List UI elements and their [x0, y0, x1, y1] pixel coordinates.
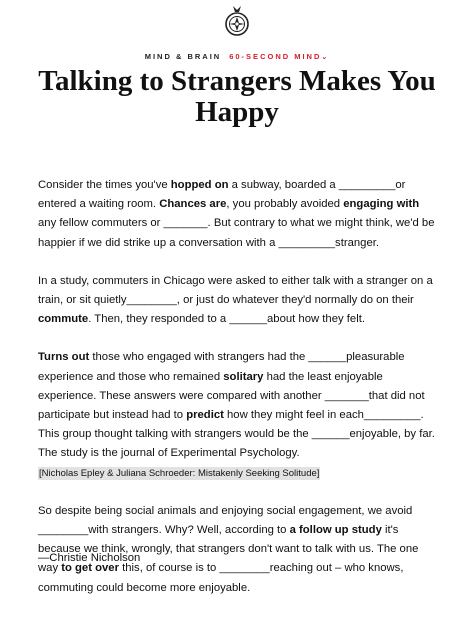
bold-phrase: solitary	[223, 370, 264, 383]
text-run: , you probably avoided	[226, 198, 344, 211]
text-run: had the least enjoyable experience. These answers were compared with another _______that did not participate but instead had to	[38, 370, 425, 422]
column-link[interactable]: 60-SECOND MIND	[229, 52, 322, 61]
bold-phrase: a follow up study	[289, 524, 382, 537]
text-run: Consider the times you've	[38, 179, 171, 191]
bold-phrase: hopped on	[170, 179, 229, 191]
text-run: any fellow commuters or _______. But contrary to what we might think, we'd be happier if we did strike up a conversation with a _________stranger.	[38, 217, 435, 249]
text-run: it's because we think, wrongly, that strangers don't want to talk with us. The one way	[38, 524, 419, 575]
section-kicker	[0, 52, 474, 61]
article-body	[38, 176, 440, 617]
bold-phrase: to get over	[61, 562, 119, 575]
text-run: . Then, they responded to a ______about how they felt.	[88, 313, 365, 326]
bold-phrase: Turns out	[38, 351, 90, 364]
text-run: a subway, boarded a _________or entered a waiting room.	[38, 179, 406, 211]
text-run: how they might feel in each_________. This group thought talking with strangers would be the ______enjoyable, by far. The study is the journal of Experimental Psychology.	[38, 409, 435, 460]
citation-note: [Nicholas Epley & Juliana Schroeder: Mistakenly Seeking Solitude]	[39, 467, 320, 479]
article-paragraph	[38, 272, 440, 330]
article-paragraph	[38, 502, 440, 598]
bold-phrase: commute	[38, 313, 89, 326]
text-run: So despite being social animals and enjoying social engagement, we avoid ________with strangers. Why? Well, according to	[38, 504, 413, 537]
scientific-american-emblem-icon[interactable]	[222, 4, 252, 38]
text-run: this, of course is to ________reaching out – who knows, commuting could become more enjoyable.	[38, 562, 404, 594]
article-paragraph	[38, 176, 440, 253]
bold-phrase: predict	[186, 409, 224, 422]
author-byline: —Christie Nicholson	[38, 552, 141, 564]
text-run: those who engaged with strangers had the ______pleasurable experience and those who remained	[38, 351, 405, 383]
article-title: Talking to Strangers Makes You Happy	[38, 65, 436, 128]
bold-phrase: engaging with	[343, 198, 420, 211]
bold-phrase: Chances are	[159, 198, 227, 211]
chevron-down-icon[interactable]: ⌄	[321, 54, 330, 61]
article-paragraph	[38, 348, 440, 482]
text-run: In a study, commuters in Chicago were asked to either talk with a stranger on a train, or sit quietly________, or just do whatever they'd normally do on their	[38, 274, 433, 307]
section-link[interactable]: MIND & BRAIN	[144, 52, 222, 61]
